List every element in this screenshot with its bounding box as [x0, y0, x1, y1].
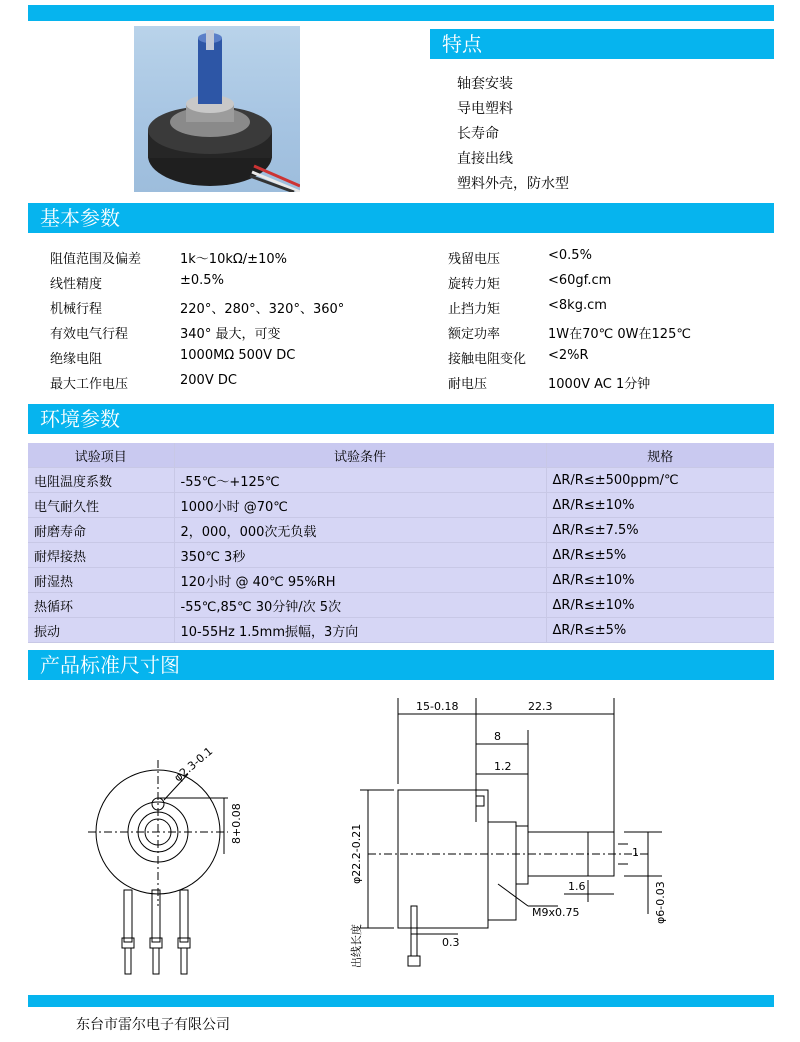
features-header [430, 29, 774, 59]
param-value: <0.5% [548, 248, 592, 263]
top-banner-bar [28, 5, 774, 21]
param-value: 1W在70℃ 0W在125℃ [548, 327, 691, 342]
table-row [28, 618, 774, 643]
dim-label: 1.6 [568, 880, 586, 893]
table-row [28, 593, 774, 618]
dim-label: 15-0.18 [416, 700, 459, 713]
dim-label: 1 [632, 846, 639, 859]
table-cell: ΔR/R≤±500ppm/℃ [546, 468, 774, 493]
dims-title: 产品标准尺寸图 [40, 653, 180, 677]
feature-item: 塑料外壳，防水型 [457, 176, 569, 192]
feature-item: 长寿命 [457, 126, 499, 142]
company-name: 东台市雷尔电子有限公司 [76, 1017, 230, 1033]
table-cell: ΔR/R≤±5% [546, 543, 774, 568]
table-cell: 2，000，000次无负载 [174, 518, 546, 543]
feature-item: 直接出线 [457, 151, 513, 167]
param-label: 接触电阻变化 [448, 352, 527, 367]
bottom-banner-bar [28, 995, 774, 1007]
basic-params-title: 基本参数 [40, 206, 120, 230]
features-title: 特点 [442, 32, 482, 56]
param-label: 阻值范围及偏差 [50, 252, 142, 267]
param-label: 止挡力矩 [448, 302, 501, 317]
table-cell: 耐磨寿命 [28, 518, 174, 543]
param-label: 最大工作电压 [50, 377, 129, 392]
param-value: 200V DC [180, 373, 237, 388]
table-row [28, 543, 774, 568]
table-row [28, 493, 774, 518]
param-value: 340° 最大，可变 [180, 327, 281, 342]
param-value: ±0.5% [180, 273, 224, 288]
table-cell: -55℃,85℃ 30分钟/次 5次 [174, 593, 546, 618]
dimension-drawing [28, 684, 774, 990]
table-cell: 1000小时 @70℃ [174, 493, 546, 518]
dim-label: 0.3 [442, 936, 460, 949]
dims-header [28, 650, 774, 680]
table-cell: 耐湿热 [28, 568, 174, 593]
dim-label: φ22.2-0.21 [350, 823, 363, 884]
param-label: 机械行程 [50, 302, 103, 317]
dim-label: φ6-0.03 [654, 881, 667, 924]
column-header: 试验条件 [174, 443, 546, 468]
feature-item: 导电塑料 [457, 101, 513, 117]
dim-label: 出线长度 [350, 924, 363, 968]
table-cell: ΔR/R≤±7.5% [546, 518, 774, 543]
table-cell: 电气耐久性 [28, 493, 174, 518]
param-label: 耐电压 [448, 377, 488, 392]
basic-params-header [28, 203, 774, 233]
param-value: <8kg.cm [548, 298, 607, 313]
env-params-header [28, 404, 774, 434]
param-value: 1000V AC 1分钟 [548, 377, 651, 392]
param-value: 220°、280°、320°、360° [180, 302, 345, 317]
param-label: 残留电压 [448, 252, 501, 267]
column-header: 规格 [546, 443, 774, 468]
table-cell: ΔR/R≤±10% [546, 493, 774, 518]
table-cell: ΔR/R≤±10% [546, 568, 774, 593]
table-cell: 耐焊接热 [28, 543, 174, 568]
table-cell: 10-55Hz 1.5mm振幅，3方向 [174, 618, 546, 643]
env-table [28, 443, 774, 643]
param-label: 绝缘电阻 [50, 352, 103, 367]
dim-label: M9x0.75 [532, 906, 580, 919]
param-label: 有效电气行程 [50, 327, 129, 342]
column-header: 试验项目 [28, 443, 174, 468]
potentiometer-image [134, 26, 300, 192]
table-row [28, 468, 774, 493]
table-cell: -55℃～+125℃ [174, 468, 546, 493]
dim-label: 1.2 [494, 760, 512, 773]
dim-label: 22.3 [528, 700, 553, 713]
table-row [28, 568, 774, 593]
param-value: 1k～10kΩ/±10% [180, 252, 287, 267]
param-value: 1000MΩ 500V DC [180, 348, 296, 363]
table-cell: ΔR/R≤±10% [546, 593, 774, 618]
param-value: <2%R [548, 348, 589, 363]
dim-label: 8 [494, 730, 501, 743]
dim-label: 8+0.08 [230, 803, 243, 844]
dim-label: φ2.3-0.1 [171, 744, 216, 785]
env-params-title: 环境参数 [40, 407, 120, 431]
table-cell: 120小时 @ 40℃ 95%RH [174, 568, 546, 593]
param-label: 旋转力矩 [448, 277, 501, 292]
product-photo [134, 26, 300, 192]
table-cell: ΔR/R≤±5% [546, 618, 774, 643]
table-header-row [28, 443, 774, 468]
table-cell: 电阻温度系数 [28, 468, 174, 493]
table-cell: 振动 [28, 618, 174, 643]
param-label: 额定功率 [448, 327, 501, 342]
param-label: 线性精度 [50, 277, 103, 292]
feature-item: 轴套安装 [457, 76, 513, 92]
table-row [28, 518, 774, 543]
table-cell: 热循环 [28, 593, 174, 618]
table-cell: 350℃ 3秒 [174, 543, 546, 568]
param-value: <60gf.cm [548, 273, 612, 288]
